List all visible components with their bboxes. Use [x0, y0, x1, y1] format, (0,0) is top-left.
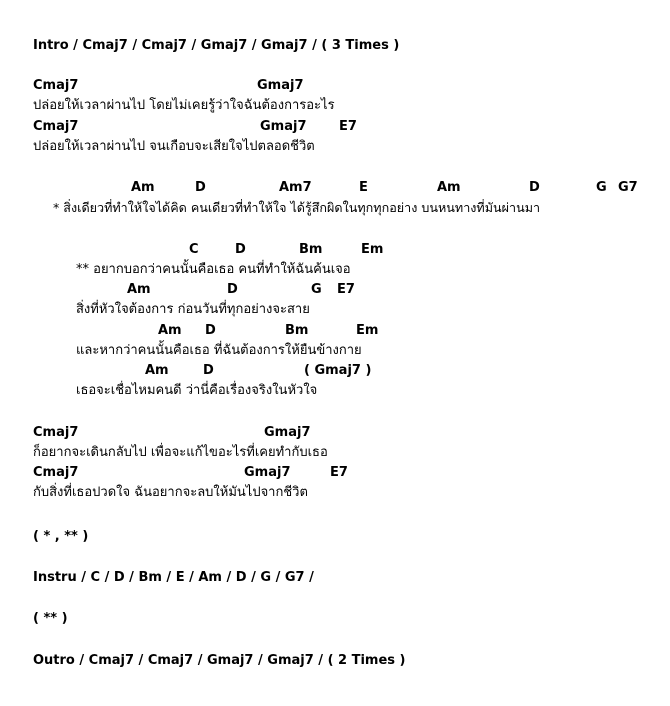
chord: D: [205, 323, 216, 338]
repeat-marker: ( ** ): [33, 611, 68, 626]
chord-line: [0, 282, 670, 298]
chord: Gmaj7: [244, 465, 291, 480]
chord: Cmaj7: [33, 119, 79, 134]
chord: Bm: [285, 323, 309, 338]
chord: Gmaj7: [257, 78, 304, 93]
chord-line: [0, 363, 670, 379]
lyric-line: และหากว่าคนนั้นคือเธอ ที่ฉันต้องการให้ยืนข้างกาย: [76, 343, 362, 358]
chord-line: [0, 78, 670, 94]
chord: Cmaj7: [33, 78, 79, 93]
chord-line: [0, 180, 670, 196]
chord: G: [596, 180, 607, 195]
chord: E7: [339, 119, 357, 134]
chord: D: [235, 242, 246, 257]
lyric-line: กับสิ่งที่เธอปวดใจ ฉันอยากจะลบให้มันไปจากชีวิต: [33, 485, 308, 500]
lyric-line: ปล่อยให้เวลาผ่านไป จนเกือบจะเสียใจไปตลอดชีวิต: [33, 139, 315, 154]
chord: ( Gmaj7 ): [304, 363, 372, 378]
lyric-line: สิ่งที่หัวใจต้องการ ก่อนวันที่ทุกอย่างจะสาย: [76, 302, 310, 317]
chord-line: [0, 119, 670, 135]
chord: E7: [330, 465, 348, 480]
outro-line: Outro / Cmaj7 / Cmaj7 / Gmaj7 / Gmaj7 / ( 2 Times ): [33, 653, 406, 668]
instru-line: Instru / C / D / Bm / E / Am / D / G / G7 /: [33, 570, 314, 585]
intro-line: Intro / Cmaj7 / Cmaj7 / Gmaj7 / Gmaj7 / ( 3 Times ): [33, 38, 400, 53]
chord: Am: [158, 323, 182, 338]
chord: C: [189, 242, 199, 257]
chord: Am7: [279, 180, 312, 195]
chord: Bm: [299, 242, 323, 257]
chord: D: [227, 282, 238, 297]
chord: G7: [618, 180, 638, 195]
chord-line: [0, 465, 670, 481]
chord: Am: [131, 180, 155, 195]
chord: Cmaj7: [33, 465, 79, 480]
chord: Am: [437, 180, 461, 195]
chord: Am: [145, 363, 169, 378]
chord: Em: [356, 323, 379, 338]
chord: D: [203, 363, 214, 378]
chord: E: [359, 180, 368, 195]
lyric-line: * สิ่งเดียวที่ทำให้ใจได้คิด คนเดียวที่ทำให้ใจ ได้รู้สึกผิดในทุกทุกอย่าง บนหนทางที่มันผ่านมา: [53, 200, 541, 215]
chord-line: [0, 425, 670, 441]
chord: Gmaj7: [264, 425, 311, 440]
chord: Gmaj7: [260, 119, 307, 134]
chord-line: [0, 323, 670, 339]
chord: G: [311, 282, 322, 297]
lyric-line: เธอจะเชื่อไหมคนดี ว่านี่คือเรื่องจริงในหัวใจ: [76, 383, 318, 398]
lyric-line: ปล่อยให้เวลาผ่านไป โดยไม่เคยรู้ว่าใจฉันต้องการอะไร: [33, 98, 335, 113]
lyric-line: ก็อยากจะเดินกลับไป เพื่อจะแก้ไขอะไรที่เคยทำกับเธอ: [33, 445, 328, 460]
chord-line: [0, 242, 670, 258]
chord: D: [529, 180, 540, 195]
chord: Em: [361, 242, 384, 257]
chord: E7: [337, 282, 355, 297]
chord: D: [195, 180, 206, 195]
chord: Am: [127, 282, 151, 297]
repeat-marker: ( * , ** ): [33, 529, 89, 544]
lyric-line: ** อยากบอกว่าคนนั้นคือเธอ คนที่ทำให้ฉันค้นเจอ: [76, 262, 351, 277]
chord: Cmaj7: [33, 425, 79, 440]
